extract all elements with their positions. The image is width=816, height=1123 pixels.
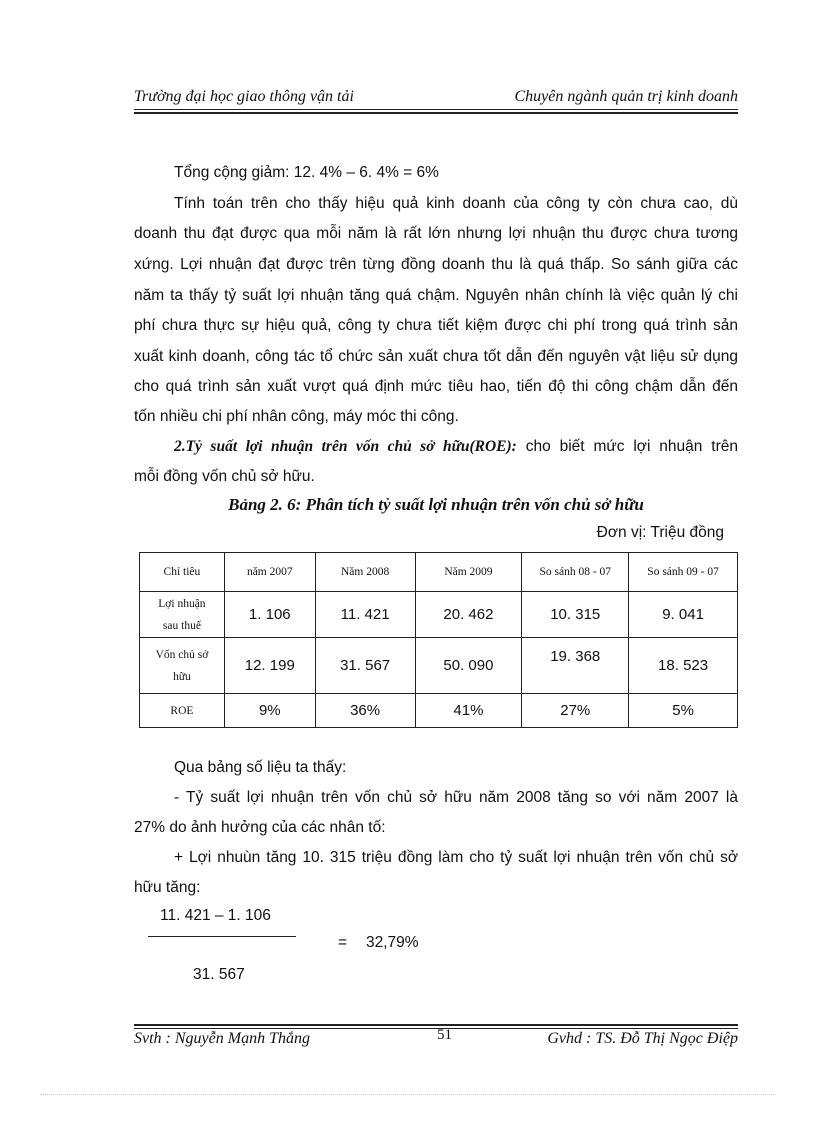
- header-rule: [134, 109, 738, 110]
- footer-student: Svth : Nguyễn Mạnh Thắng: [134, 1030, 310, 1047]
- roe-definition-line: [174, 437, 738, 457]
- page-number: 51: [437, 1027, 452, 1043]
- table-cell: 27%: [522, 694, 629, 728]
- table-cell: 41%: [415, 694, 522, 728]
- paragraph-line: cho quá trình sản xuất vượt quá định mức tiêu hao, tiến độ thi công chậm dẫn đến: [134, 378, 738, 395]
- roe-definition-text: cho biết mức lợi nhuận trên: [516, 438, 738, 455]
- header-cell: Năm 2009: [415, 553, 522, 592]
- paragraph-line: phí chưa thực sự hiệu quả, công ty chưa tiết kiệm được chi phí trong quá trình sản: [134, 317, 738, 334]
- header-cell: So sánh 09 - 07: [629, 553, 738, 592]
- analysis-intro: Qua bảng số liệu ta thấy:: [174, 759, 347, 776]
- fraction-bar: [148, 936, 296, 937]
- table-cell: 36%: [315, 694, 415, 728]
- fraction-result: 32,79%: [366, 934, 419, 951]
- equals-sign: =: [338, 934, 348, 951]
- table-title: Bảng 2. 6: Phân tích tỷ suất lợi nhuận trên vốn chủ sở hữu: [228, 495, 644, 514]
- analysis-line: hữu tăng:: [134, 879, 201, 896]
- table-header-row: [140, 553, 738, 592]
- paragraph-line: doanh thu đạt được qua mỗi năm là rất lớn nhưng lợi nhuận thu được chưa tương: [134, 225, 738, 242]
- table-cell: 50. 090: [415, 638, 522, 694]
- roe-heading: 2.Tỷ suất lợi nhuận trên vốn chủ sở hữu(ROE):: [174, 438, 517, 455]
- table-row: [140, 694, 738, 728]
- footer-rule: [134, 1028, 738, 1029]
- total-decrease-line: Tổng cộng giảm: 12. 4% – 6. 4% = 6%: [174, 164, 439, 181]
- analysis-line: + Lợi nhuùn tăng 10. 315 triệu đồng làm cho tỷ suất lợi nhuận trên vốn chủ sở: [174, 849, 738, 866]
- fraction-numerator: 11. 421 – 1. 106: [160, 907, 271, 924]
- table-cell: 9. 041: [629, 592, 738, 638]
- table-row: [140, 592, 738, 638]
- row-label: ROE: [140, 694, 225, 728]
- footer-supervisor: Gvhd : TS. Đỗ Thị Ngọc Điệp: [547, 1030, 738, 1047]
- page-edge-divider: [40, 1094, 776, 1095]
- footer-rule-thick: [134, 1024, 738, 1026]
- table-cell: 9%: [224, 694, 315, 728]
- table-cell: 1. 106: [224, 592, 315, 638]
- table-cell: 19. 368: [522, 638, 629, 694]
- table-cell: 12. 199: [224, 638, 315, 694]
- header-major: Chuyên ngành quản trị kinh doanh: [514, 88, 738, 105]
- header-cell: năm 2007: [224, 553, 315, 592]
- paragraph-line: Tính toán trên cho thấy hiệu quả kinh doanh của công ty còn chưa cao, dù: [174, 195, 738, 212]
- table-cell: 11. 421: [315, 592, 415, 638]
- table-cell: 10. 315: [522, 592, 629, 638]
- table-row: [140, 638, 738, 694]
- header-school: Trường đại học giao thông vận tải: [134, 88, 354, 105]
- table-cell: 20. 462: [415, 592, 522, 638]
- header-cell: So sánh 08 - 07: [522, 553, 629, 592]
- fraction-denominator: 31. 567: [193, 966, 245, 983]
- paragraph-line: năm ta thấy tỷ suất lợi nhuận tăng quá chậm. Nguyên nhân chính là việc quản lý chi: [134, 287, 738, 304]
- header-rule-thick: [134, 112, 738, 114]
- analysis-line: - Tỷ suất lợi nhuận trên vốn chủ sở hữu năm 2008 tăng so với năm 2007 là: [174, 789, 738, 806]
- paragraph-line: xuất kinh doanh, công tác tổ chức sản xuất chưa tốt dẫn đến nguyên vật liệu sử dụng: [134, 348, 738, 365]
- header-cell: Chỉ tiêu: [140, 553, 225, 592]
- analysis-line: 27% do ảnh hưởng của các nhân tố:: [134, 819, 386, 836]
- roe-definition-line-2: mỗi đồng vốn chủ sở hữu.: [134, 468, 315, 485]
- row-label: Vốn chủ sở hữu: [140, 638, 225, 694]
- header-cell: Năm 2008: [315, 553, 415, 592]
- table-cell: 5%: [629, 694, 738, 728]
- table-cell: 31. 567: [315, 638, 415, 694]
- roe-table: [139, 552, 738, 728]
- row-label: Lợi nhuận sau thuế: [140, 592, 225, 638]
- paragraph-line: tốn nhiều chi phí nhân công, máy móc thi công.: [134, 408, 459, 425]
- table-cell: 18. 523: [629, 638, 738, 694]
- table-unit: Đơn vị: Triệu đồng: [596, 524, 724, 541]
- paragraph-line: xứng. Lợi nhuận đạt được trên từng đồng doanh thu là quá thấp. So sánh giữa các: [134, 256, 738, 273]
